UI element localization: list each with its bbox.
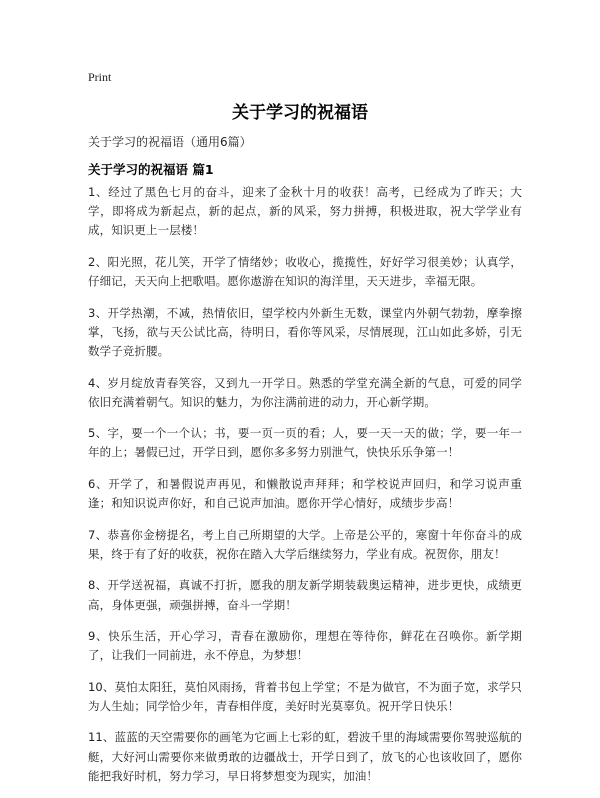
page-title: 关于学习的祝福语 — [232, 103, 368, 123]
wish-paragraph: 5、字，要一个一个认；书，要一页一页的看；人，要一天一天的做；学，要一年一年的上；暑假已过，开学日到，愿你多多努力别泄气，快快乐乐争第一！ — [88, 426, 522, 460]
wish-list — [88, 183, 522, 798]
print-label[interactable]: Print — [88, 70, 112, 84]
wish-paragraph: 3、开学热潮，不减，热情依旧，望学校内外新生无数，课堂内外朝气勃勃，摩拳擦掌，飞扬，欲与天公试比高，待明日，看你等风采，尽情展现，江山如此多娇，引无数学子竞折腰。 — [88, 305, 522, 359]
wish-paragraph: 6、开学了，和暑假说声再见，和懒散说声拜拜；和学校说声回归，和学习说声重逢；和知识说声你好，和自己说声加油。愿你开学心情好，成绩步步高！ — [88, 476, 522, 511]
wish-paragraph: 8、开学送祝福，真诚不打折，愿我的朋友新学期装载奥运精神，进步更快，成绩更高，身体更强，顽强拼搏，奋斗一学期！ — [88, 578, 522, 612]
wish-paragraph: 2、阳光照，花儿笑，开学了情绪妙；收收心，揽揽性，好好学习很美妙；认真学，仔细记，天天向上把歌唱。愿你遨游在知识的海洋里，天天进步，幸福无限。 — [88, 254, 522, 289]
wish-paragraph: 9、快乐生活，开心学习，青春在激励你，理想在等待你，鲜花在召唤你。新学期了，让我们一同前进，永不停息，为梦想！ — [88, 629, 522, 663]
wish-paragraph: 11、蓝蓝的天空需要你的画笔为它画上七彩的虹，碧波千里的海域需要你驾驶巡航的艇，大好河山需要你来做勇敢的边疆战士，开学日到了，放飞的心也该收回了，愿你能把我好时机，努力学习，早日将梦想变为现实，加油！ — [88, 730, 522, 783]
wish-paragraph: 7、恭喜你金榜提名，考上自己所期望的大学。上帝是公平的，寒窗十年你奋斗的成果，终于有了好的收获，祝你在踏入大学后继续努力，学业有成。祝贺你，朋友！ — [88, 527, 522, 561]
section-heading: 关于学习的祝福语 篇1 — [88, 162, 214, 177]
wish-paragraph: 1、经过了黑色七月的奋斗，迎来了金秋十月的收获！高考，已经成为了昨天；大学，即将成为新起点，新的起点，新的风采，努力拼搏，积极进取，祝大学学业有成，知识更上一层楼！ — [88, 185, 522, 238]
document-subtitle: 关于学习的祝福语（通用6篇） — [88, 135, 252, 149]
wish-paragraph: 10、莫怕太阳狂，莫怕风雨扬，背着书包上学堂；不是为做官，不为面子宽，求学只为人生灿；同学恰少年，青春相伴度，美好时光莫辜负。祝开学日快乐！ — [88, 679, 522, 713]
wish-paragraph: 4、岁月绽放青春笑容，又到九一开学日。熟悉的学堂充满全新的气息，可爱的同学依旧充满着朝气。知识的魅力，为你注满前进的动力，开心新学期。 — [88, 375, 522, 409]
